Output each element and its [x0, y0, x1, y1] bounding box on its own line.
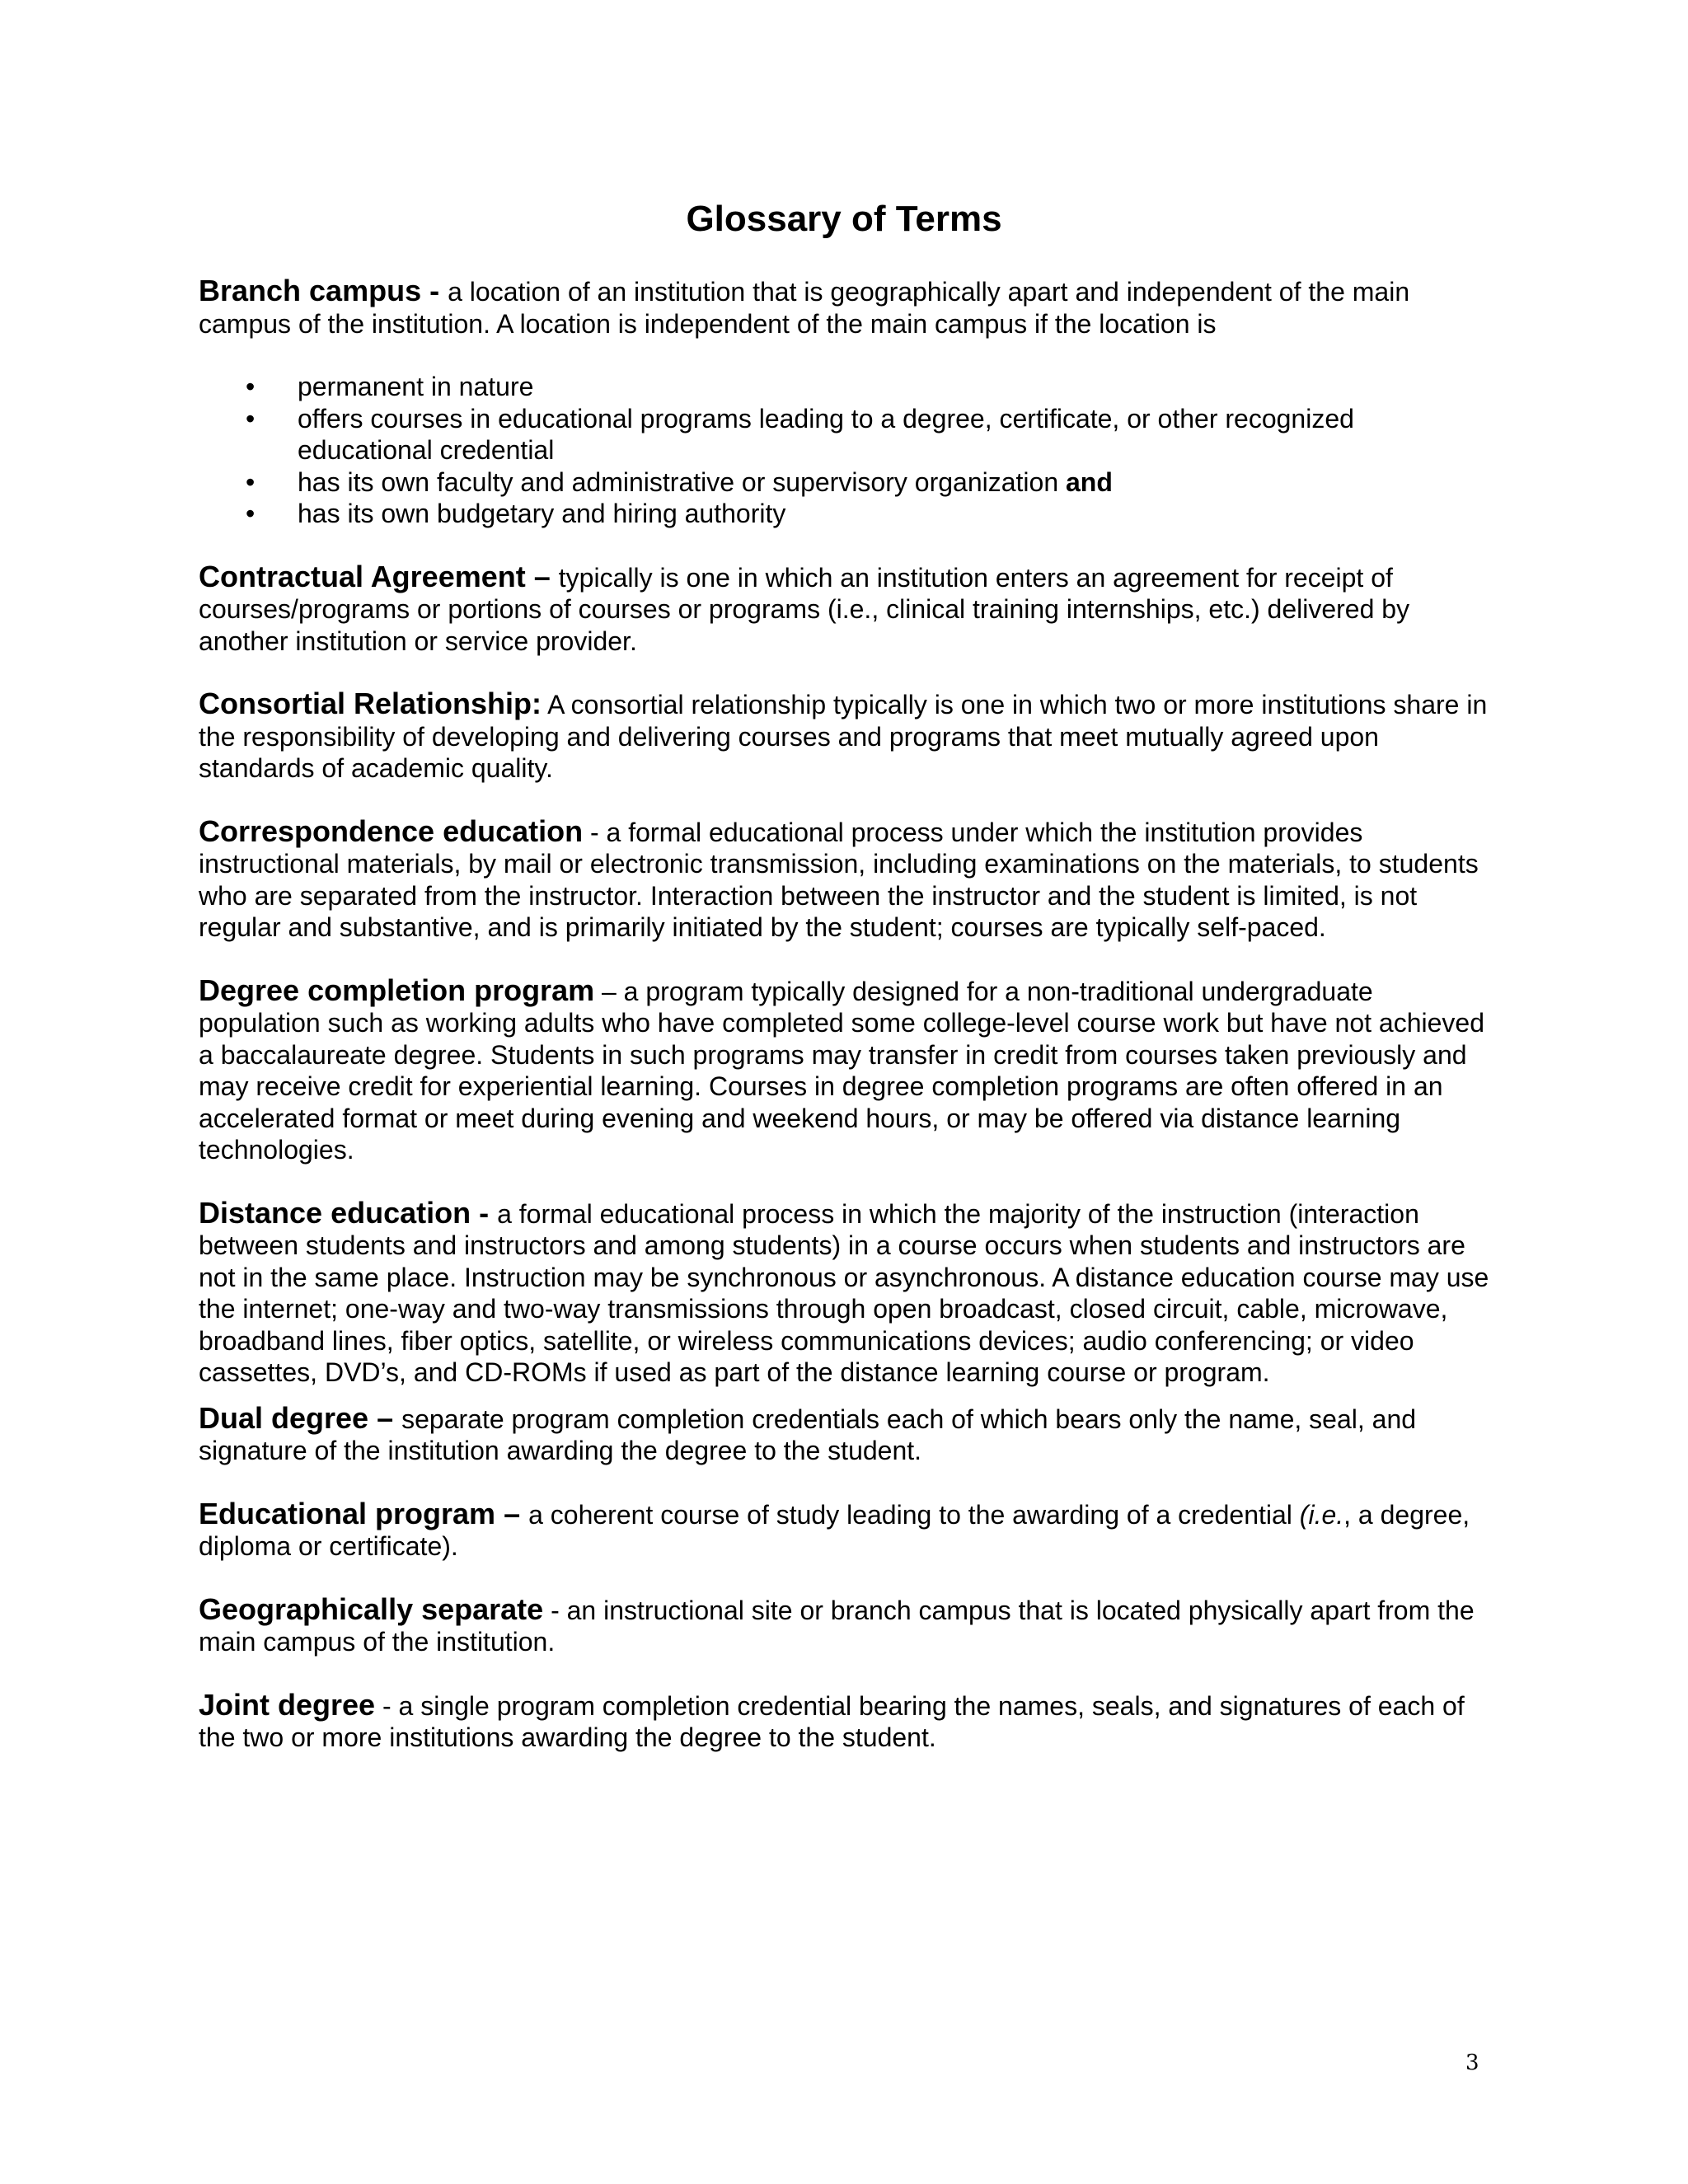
term-separator: - [421, 274, 448, 307]
definition-joint-degree: a single program completion credential bearing the names, seals, and signatures of each of the two or more institutions awarding the degree to the student. [199, 1690, 1465, 1752]
list-item [199, 498, 1493, 530]
term-separator: – [368, 1400, 402, 1435]
glossary-body [199, 275, 1493, 1754]
definition-correspondence-education: a formal educational process under which the institution provides instructional materials, by mail or electronic transmission, including examinations on the materials, to students who are separated from the instructor. Interaction between the instructor and the student is limited, is not regular and substantive, and is primarily initiated by the student; courses are typically self-paced. [199, 817, 1479, 942]
definition-degree-completion-program: a program typically designed for a non-traditional undergraduate population such as working adults who have completed some college-level course work but have not achieved a baccalaureate degree. Students in such programs may transfer in credit from courses taken previously and may receive credit for experiential learning. Courses in degree completion programs are often offered in an accelerated format or meet during evening and weekend hours, or may be offered via distance learning technologies. [199, 976, 1485, 1165]
entry-consortial-relationship [199, 688, 1493, 785]
list-item-text: has its own budgetary and hiring authority [298, 499, 786, 528]
term-contractual-agreement: Contractual Agreement [199, 559, 526, 593]
term-correspondence-education: Correspondence education [199, 813, 584, 848]
list-item [199, 466, 1493, 499]
entry-dual-degree [199, 1400, 1493, 1467]
bullet-icon: • [246, 499, 256, 528]
term-educational-program: Educational program [199, 1496, 496, 1530]
term-separator: – [594, 976, 624, 1006]
term-dual-degree: Dual degree [199, 1400, 369, 1435]
entry-geographically-separate [199, 1591, 1493, 1658]
entry-correspondence-education [199, 813, 1493, 944]
page-number: 3 [1465, 2050, 1479, 2075]
term-distance-education: Distance education [199, 1195, 471, 1230]
term-separator: - [471, 1195, 498, 1230]
definition-educational-program-end: , a degree, diploma or certificate). [199, 1499, 1470, 1561]
entry-branch-campus [199, 275, 1493, 340]
definition-distance-education: a formal educational process in which the majority of the instruction (interaction between students and instructors and among students) in a course occurs when students and instructors are not in the same place. Instruction may be synchronous or asynchronous. A distance education course may use the internet; one-way and two-way transmissions through open broadcast, closed circuit, cable, microwave, broadband lines, fiber optics, satellite, or wireless communications devices; audio conferencing; or video cassettes, DVD’s, and CD-ROMs if used as part of the distance learning course or program. [199, 1198, 1489, 1387]
term-degree-completion-program: Degree completion program [199, 972, 595, 1007]
term-separator: - [375, 1690, 399, 1721]
entry-joint-degree [199, 1687, 1493, 1754]
entry-educational-program [199, 1498, 1493, 1563]
bullet-icon: • [246, 403, 256, 434]
definition-consortial-relationship: A consortial relationship typically is one in which two or more institutions share in the responsibility of developing and delivering courses and programs that meet mutually agreed upon standards of academic quality. [199, 690, 1488, 783]
list-item-text: permanent in nature [298, 372, 534, 401]
page-title: Glossary of Terms [686, 199, 1002, 239]
term-separator: - [543, 1595, 567, 1625]
definition-geographically-separate: an instructional site or branch campus that is located physically apart from the main campus of the institution. [199, 1595, 1475, 1657]
list-item-text: has its own faculty and administrative or supervisory organization [298, 466, 1066, 497]
term-branch-campus: Branch campus [199, 274, 422, 307]
term-separator: – [525, 559, 559, 593]
definition-contractual-agreement: typically is one in which an institution enters an agreement for receipt of courses/programs or portions of courses or programs (i.e., clinical training internships, etc.) delivered by another institution or service provider. [199, 562, 1410, 656]
entry-distance-education [199, 1197, 1493, 1389]
definition-educational-program: a coherent course of study leading to the awarding of a credential [528, 1499, 1300, 1530]
term-separator: – [495, 1496, 529, 1530]
list-item-text: offers courses in educational programs leading to a degree, certificate, or other recognized educational credential [298, 403, 1354, 465]
bullet-icon: • [246, 372, 256, 401]
bullet-icon: • [246, 466, 256, 497]
branch-campus-criteria-list [199, 371, 1493, 530]
entry-contractual-agreement [199, 561, 1493, 658]
term-separator: - [583, 817, 607, 847]
definition-dual-degree: separate program completion credentials each of which bears only the name, seal, and signature of the institution awarding the degree to the student. [199, 1404, 1417, 1465]
term-joint-degree: Joint degree [199, 1687, 376, 1722]
term-consortial-relationship: Consortial Relationship: [199, 687, 542, 720]
term-geographically-separate: Geographically separate [199, 1591, 544, 1626]
list-item-bold-text: and [1066, 466, 1113, 497]
list-item [199, 371, 1493, 403]
definition-branch-campus: a location of an institution that is geographically apart and independent of the main campus of the institution. A location is independent of the main campus if the location is [199, 277, 1410, 339]
entry-degree-completion-program [199, 972, 1493, 1166]
list-item [199, 403, 1493, 466]
definition-italic-text: (i.e. [1299, 1499, 1344, 1530]
